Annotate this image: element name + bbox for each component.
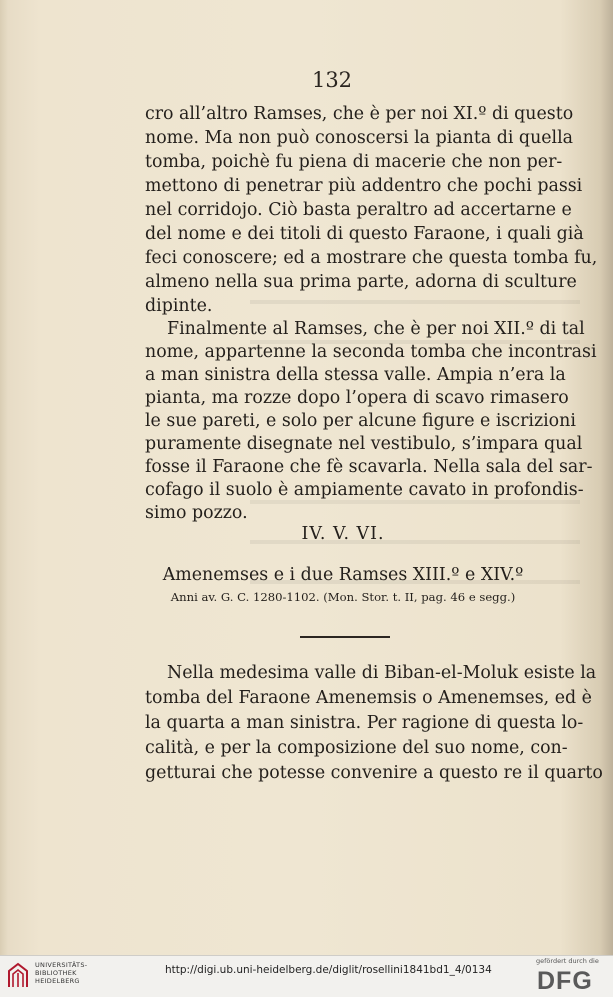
text-line: Finalmente al Ramses, che è per noi XII.º di tal xyxy=(167,319,585,339)
text-line: del nome e dei titoli di questo Faraone, i quali già xyxy=(145,224,584,244)
text-line: nome. Ma non può conoscersi la pianta di quella xyxy=(145,128,574,148)
text-line: cofago il suolo è ampiamente cavato in profondis- xyxy=(145,480,584,500)
dfg-logo-icon xyxy=(535,966,607,995)
text-line: cro all’altro Ramses, che è per noi XI.º di questo xyxy=(145,104,574,124)
section-number: IV. V. VI. xyxy=(301,524,385,544)
text-line: getturai che potesse convenire a questo re il quarto xyxy=(145,763,603,783)
section-title: Amenemses e i due Ramses XIII.º e XIV.º xyxy=(162,565,524,585)
text-line: simo pozzo. xyxy=(145,503,248,523)
text-line: le sue pareti, e solo per alcune figure e iscrizioni xyxy=(145,411,576,431)
library-name xyxy=(35,961,87,985)
library-name-line: HEIDELBERG xyxy=(35,977,80,985)
text-line: Nella medesima valle di Biban-el-Moluk esiste la xyxy=(167,663,597,683)
dfg-logo-text: DFG xyxy=(537,967,593,995)
page-number: 132 xyxy=(311,68,353,92)
text-line: feci conoscere; ed a mostrare che questa tomba fu, xyxy=(145,248,598,268)
viewer-footer xyxy=(0,955,613,997)
text-line: calità, e per la composizione del suo nome, con- xyxy=(145,738,568,758)
text-line: a man sinistra della stessa valle. Ampia n’era la xyxy=(145,365,566,385)
section-divider xyxy=(300,636,390,638)
text-line: tomba, poichè fu piena di macerie che non per- xyxy=(145,152,563,172)
text-line: nome, appartenne la seconda tomba che incontrasi xyxy=(145,342,597,362)
text-line: la quarta a man sinistra. Per ragione di questa lo- xyxy=(145,713,584,733)
text-line: puramente disegnate nel vestibulo, s’impara qual xyxy=(145,434,583,454)
text-line: fosse il Faraone che fè scavarla. Nella sala del sar- xyxy=(145,457,593,477)
text-line: pianta, ma rozze dopo l’opera di scavo rimasero xyxy=(145,388,569,408)
library-name-line: UNIVERSITÄTS- xyxy=(35,961,88,969)
section-subtitle: Anni av. G. C. 1280-1102. (Mon. Stor. t. II, pag. 46 e segg.) xyxy=(170,590,516,604)
permalink-url[interactable]: http://digi.ub.uni-heidelberg.de/diglit/rosellini1841bd1_4/0134 xyxy=(165,964,492,976)
text-line: almeno nella sua prima parte, adorna di sculture xyxy=(145,272,577,292)
funding-note: gefördert durch die xyxy=(536,957,599,965)
library-name-line: BIBLIOTHEK xyxy=(35,969,77,977)
text-line: tomba del Faraone Amenemsis o Amenemses, ed è xyxy=(145,688,592,708)
university-library-logo-icon xyxy=(6,961,30,989)
text-line: dipinte. xyxy=(145,296,213,316)
text-line: mettono di penetrar più addentro che pochi passi xyxy=(145,176,583,196)
text-line: nel corridojo. Ciò basta peraltro ad accertarne e xyxy=(145,200,572,220)
